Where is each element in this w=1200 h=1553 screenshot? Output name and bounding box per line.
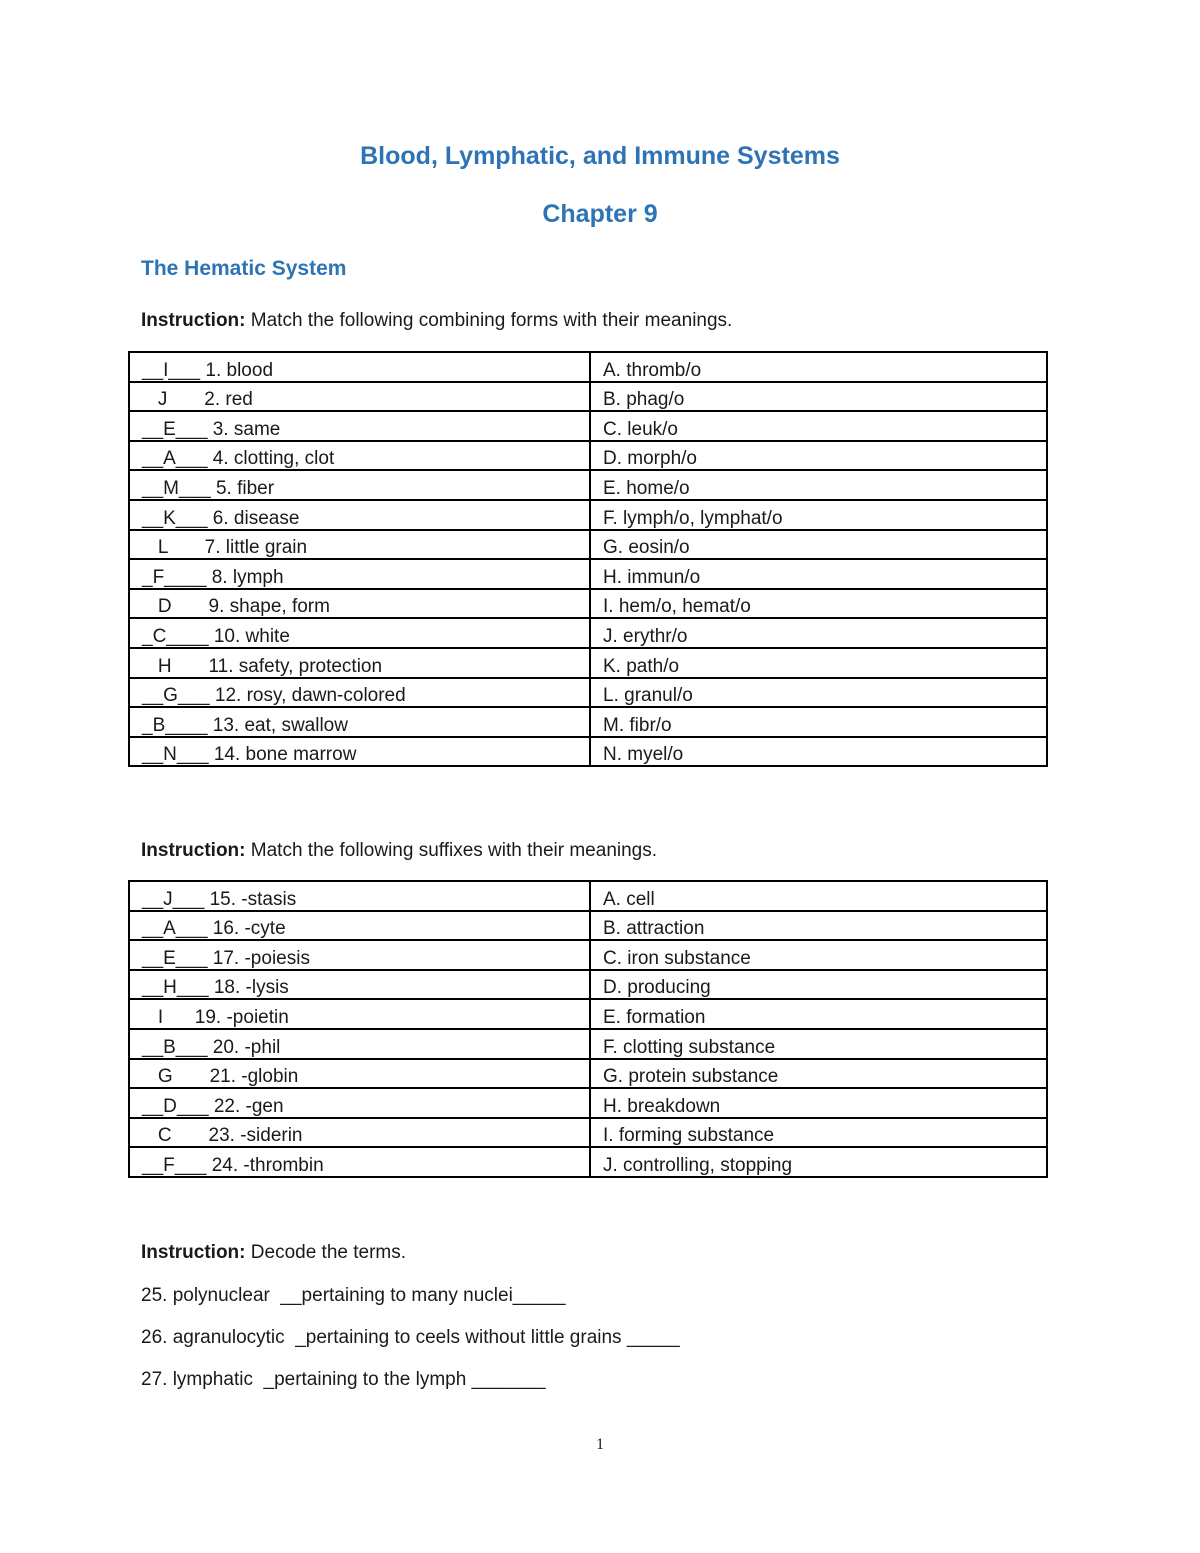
meaning-cell: G. protein substance (590, 1059, 1047, 1089)
table-row (129, 1029, 1047, 1059)
term-cell: I 19. -poietin (129, 999, 590, 1029)
table-row (129, 559, 1047, 589)
term-cell: C 23. -siderin (129, 1118, 590, 1148)
table-row (129, 1118, 1047, 1148)
meaning-cell: M. fibr/o (590, 707, 1047, 737)
table-row (129, 648, 1047, 678)
instruction-text: Match the following suffixes with their meanings. (245, 840, 658, 861)
meaning-cell: K. path/o (590, 648, 1047, 678)
meaning-cell: J. controlling, stopping (590, 1147, 1047, 1177)
term-cell: __B___ 20. -phil (129, 1029, 590, 1059)
document-title: Blood, Lymphatic, and Immune Systems (360, 142, 840, 170)
term-cell: _B____ 13. eat, swallow (129, 707, 590, 737)
table-row (129, 530, 1047, 560)
decode-item-26: 26. agranulocytic _pertaining to ceels without little grains _____ (141, 1327, 680, 1348)
table-row (129, 911, 1047, 941)
term-cell: J 2. red (129, 382, 590, 412)
instruction-text: Match the following combining forms with their meanings. (245, 310, 733, 331)
table-row (129, 1059, 1047, 1089)
meaning-cell: D. producing (590, 970, 1047, 1000)
table-row (129, 411, 1047, 441)
page-number: 1 (596, 1436, 604, 1453)
table-row (129, 470, 1047, 500)
term-cell: _F____ 8. lymph (129, 559, 590, 589)
meaning-cell: H. breakdown (590, 1088, 1047, 1118)
meaning-cell: H. immun/o (590, 559, 1047, 589)
term-cell: __J___ 15. -stasis (129, 881, 590, 911)
table-row (129, 999, 1047, 1029)
table-row (129, 707, 1047, 737)
term-cell: __A___ 16. -cyte (129, 911, 590, 941)
meaning-cell: D. morph/o (590, 441, 1047, 471)
term-cell: __H___ 18. -lysis (129, 970, 590, 1000)
meaning-cell: N. myel/o (590, 737, 1047, 767)
term-cell: __K___ 6. disease (129, 500, 590, 530)
meaning-cell: C. leuk/o (590, 411, 1047, 441)
decode-item-25: 25. polynuclear __pertaining to many nuclei_____ (141, 1285, 566, 1306)
meaning-cell: A. cell (590, 881, 1047, 911)
table-row (129, 970, 1047, 1000)
table-row (129, 940, 1047, 970)
term-cell: __E___ 3. same (129, 411, 590, 441)
suffixes-table (128, 880, 1048, 1178)
term-cell: __N___ 14. bone marrow (129, 737, 590, 767)
instruction-label: Instruction: (141, 310, 246, 331)
meaning-cell: I. hem/o, hemat/o (590, 589, 1047, 619)
section-heading: The Hematic System (141, 257, 347, 280)
meaning-cell: L. granul/o (590, 678, 1047, 708)
term-cell: _C____ 10. white (129, 618, 590, 648)
table-row (129, 1088, 1047, 1118)
table-row (129, 1147, 1047, 1177)
term-cell: __D___ 22. -gen (129, 1088, 590, 1118)
meaning-cell: G. eosin/o (590, 530, 1047, 560)
term-cell: __I___ 1. blood (129, 352, 590, 382)
term-cell: D 9. shape, form (129, 589, 590, 619)
term-cell: __A___ 4. clotting, clot (129, 441, 590, 471)
term-cell: __F___ 24. -thrombin (129, 1147, 590, 1177)
table-row (129, 737, 1047, 767)
table-row (129, 382, 1047, 412)
instruction-label: Instruction: (141, 1242, 246, 1263)
term-cell: H 11. safety, protection (129, 648, 590, 678)
meaning-cell: J. erythr/o (590, 618, 1047, 648)
instruction-3 (141, 1242, 406, 1264)
instruction-text: Decode the terms. (245, 1242, 407, 1263)
meaning-cell: I. forming substance (590, 1118, 1047, 1148)
decode-item-27: 27. lymphatic _pertaining to the lymph _______ (141, 1369, 546, 1390)
meaning-cell: E. formation (590, 999, 1047, 1029)
instruction-2 (141, 840, 657, 862)
meaning-cell: E. home/o (590, 470, 1047, 500)
meaning-cell: F. clotting substance (590, 1029, 1047, 1059)
meaning-cell: F. lymph/o, lymphat/o (590, 500, 1047, 530)
term-cell: __M___ 5. fiber (129, 470, 590, 500)
meaning-cell: B. phag/o (590, 382, 1047, 412)
meaning-cell: B. attraction (590, 911, 1047, 941)
table-row (129, 881, 1047, 911)
meaning-cell: C. iron substance (590, 940, 1047, 970)
term-cell: __E___ 17. -poiesis (129, 940, 590, 970)
table-row (129, 441, 1047, 471)
table-row (129, 618, 1047, 648)
table-row (129, 589, 1047, 619)
table-row (129, 678, 1047, 708)
table-row (129, 500, 1047, 530)
meaning-cell: A. thromb/o (590, 352, 1047, 382)
chapter-title: Chapter 9 (542, 200, 658, 228)
table-row (129, 352, 1047, 382)
term-cell: G 21. -globin (129, 1059, 590, 1089)
instruction-label: Instruction: (141, 840, 246, 861)
instruction-1 (141, 310, 732, 332)
term-cell: L 7. little grain (129, 530, 590, 560)
combining-forms-table (128, 351, 1048, 767)
term-cell: __G___ 12. rosy, dawn-colored (129, 678, 590, 708)
